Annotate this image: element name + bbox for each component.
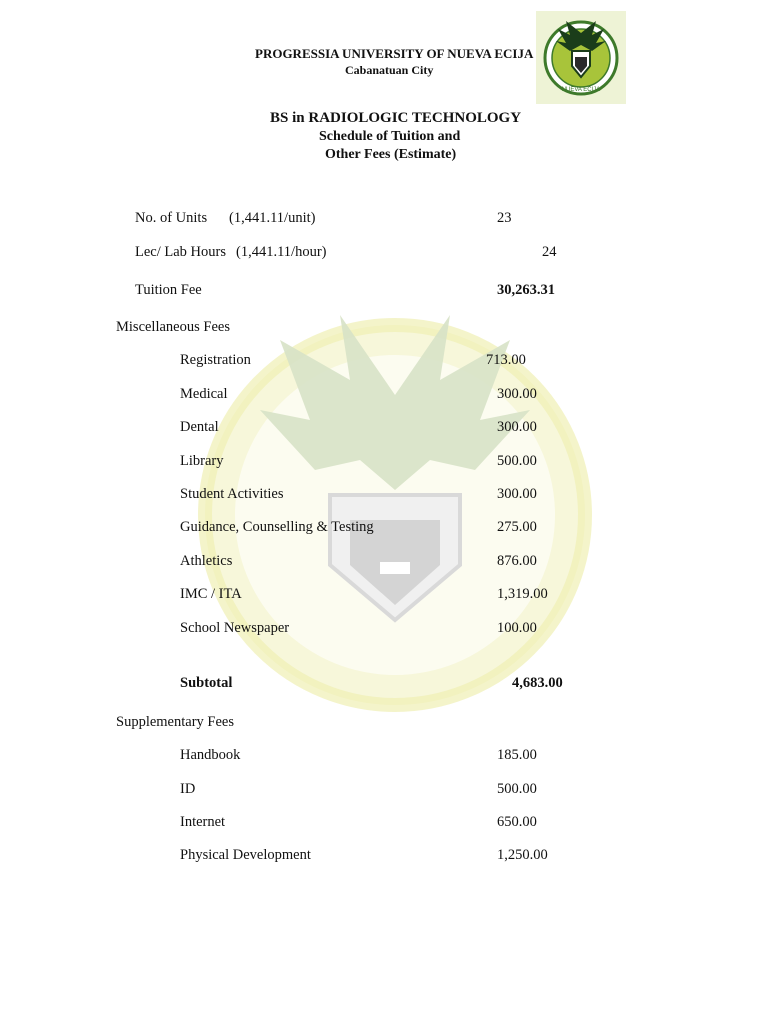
misc-item-value: 300.00 bbox=[497, 386, 537, 402]
supp-item-value: 1,250.00 bbox=[497, 847, 548, 863]
misc-heading: Miscellaneous Fees bbox=[116, 319, 230, 335]
misc-item-label: IMC / ITA bbox=[180, 586, 242, 602]
misc-subtotal-value: 4,683.00 bbox=[512, 675, 563, 691]
misc-item-label: Registration bbox=[180, 352, 251, 368]
misc-item-value: 713.00 bbox=[486, 352, 526, 368]
supp-item-value: 650.00 bbox=[497, 814, 537, 830]
misc-item-label: Athletics bbox=[180, 553, 233, 569]
supp-heading: Supplementary Fees bbox=[116, 714, 234, 730]
supp-item-label: Internet bbox=[180, 814, 226, 830]
misc-item-label: Guidance, Counselling & Testing bbox=[180, 519, 374, 535]
misc-item-label: Dental bbox=[180, 419, 219, 435]
watermark-seal bbox=[190, 300, 610, 730]
units-value: 23 bbox=[497, 210, 512, 226]
supp-item-label: Physical Development bbox=[180, 847, 311, 863]
schedule-title-line2: Other Fees (Estimate) bbox=[325, 147, 457, 162]
misc-item-label: Student Activities bbox=[180, 486, 284, 502]
misc-item-value: 876.00 bbox=[497, 553, 537, 569]
schedule-title-line1: Schedule of Tuition and bbox=[319, 129, 461, 144]
misc-item-label: Library bbox=[180, 453, 224, 469]
tuition-label: Tuition Fee bbox=[135, 282, 202, 298]
supp-item-label: ID bbox=[180, 781, 196, 797]
supp-item-value: 500.00 bbox=[497, 781, 537, 797]
university-city: Cabanatuan City bbox=[345, 63, 434, 77]
misc-item-value: 275.00 bbox=[497, 519, 537, 535]
eagle-watermark-icon bbox=[190, 300, 610, 730]
misc-item-value: 100.00 bbox=[497, 620, 537, 636]
units-label: No. of Units bbox=[135, 210, 208, 226]
program-title: BS in RADIOLOGIC TECHNOLOGY bbox=[270, 110, 522, 126]
units-rate: (1,441.11/unit) bbox=[229, 210, 316, 226]
hours-label: Lec/ Lab Hours bbox=[135, 244, 226, 260]
misc-item-value: 500.00 bbox=[497, 453, 537, 469]
supp-item-value: 185.00 bbox=[497, 747, 537, 763]
university-logo bbox=[536, 11, 626, 104]
hours-rate: (1,441.11/hour) bbox=[236, 244, 327, 260]
misc-subtotal-label: Subtotal bbox=[180, 675, 233, 691]
logo-text: NUEVA ECIJA bbox=[561, 87, 601, 93]
misc-item-value: 300.00 bbox=[497, 419, 537, 435]
misc-item-value: 1,319.00 bbox=[497, 586, 548, 602]
misc-item-value: 300.00 bbox=[497, 486, 537, 502]
eagle-seal-icon bbox=[536, 11, 626, 104]
misc-item-label: Medical bbox=[180, 386, 228, 402]
tuition-value: 30,263.31 bbox=[497, 282, 555, 298]
university-name: PROGRESSIA UNIVERSITY OF NUEVA ECIJA bbox=[255, 46, 534, 61]
misc-item-label: School Newspaper bbox=[180, 620, 290, 636]
supp-item-label: Handbook bbox=[180, 747, 241, 763]
hours-value: 24 bbox=[542, 244, 557, 260]
